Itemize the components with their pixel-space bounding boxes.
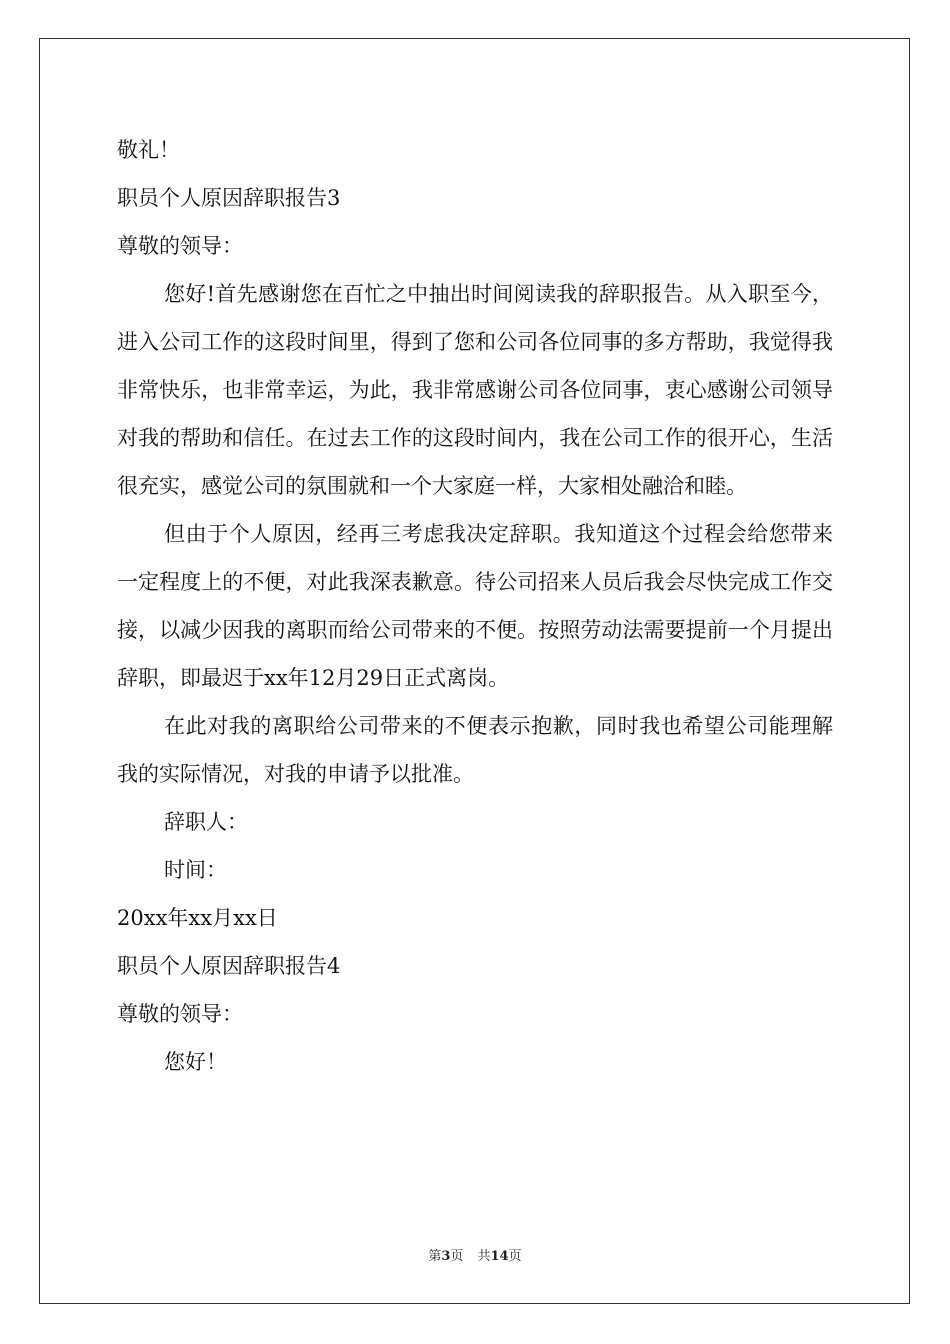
time-label: 时间： — [164, 858, 227, 882]
page-prefix: 第 — [428, 1249, 442, 1264]
body-paragraph-3: 在此对我的离职给公司带来的不便表示抱歉，同时我也希望公司能理解我的实际情况，对我的申请予以批准。 — [117, 714, 833, 786]
section-title-4: 职员个人原因辞职报告4 — [117, 954, 341, 978]
body-paragraph-2: 但由于个人原因，经再三考虑我决定辞职。我知道这个过程会给您带来一定程度上的不便，对此我深表歉意。待公司招来人员后我会尽快完成工作交接，以减少因我的离职而给公司带来的不便。按照劳动法需要提前一个月提出辞职，即最迟于xx年12月29日正式离岗。 — [117, 522, 833, 690]
total-suffix: 页 — [508, 1249, 522, 1264]
page-footer — [0, 1248, 950, 1266]
total-pages: 14 — [490, 1249, 509, 1264]
salutation-2: 尊敬的领导： — [117, 1002, 243, 1026]
page-suffix: 页 — [450, 1249, 464, 1264]
total-prefix: 共 — [477, 1249, 491, 1264]
body-paragraph-1: 您好!首先感谢您在百忙之中抽出时间阅读我的辞职报告。从入职至今，进入公司工作的这段时间里，得到了您和公司各位同事的多方帮助，我觉得我非常快乐，也非常幸运，为此，我非常感谢公司各位同事，衷心感谢公司领导对我的帮助和信任。在过去工作的这段时间内，我在公司工作的很开心，生活很充实，感觉公司的氛围就和一个大家庭一样，大家相处融洽和睦。 — [117, 282, 833, 498]
resigner-label: 辞职人： — [164, 810, 248, 834]
document-body — [117, 126, 833, 1086]
greeting-line: 您好！ — [164, 1050, 227, 1074]
page-number: 3 — [441, 1249, 451, 1264]
salutation: 尊敬的领导： — [117, 234, 243, 258]
closing-line: 敬礼！ — [117, 138, 180, 162]
section-title-3: 职员个人原因辞职报告3 — [117, 186, 341, 210]
date-line: 20xx年xx月xx日 — [117, 906, 278, 930]
